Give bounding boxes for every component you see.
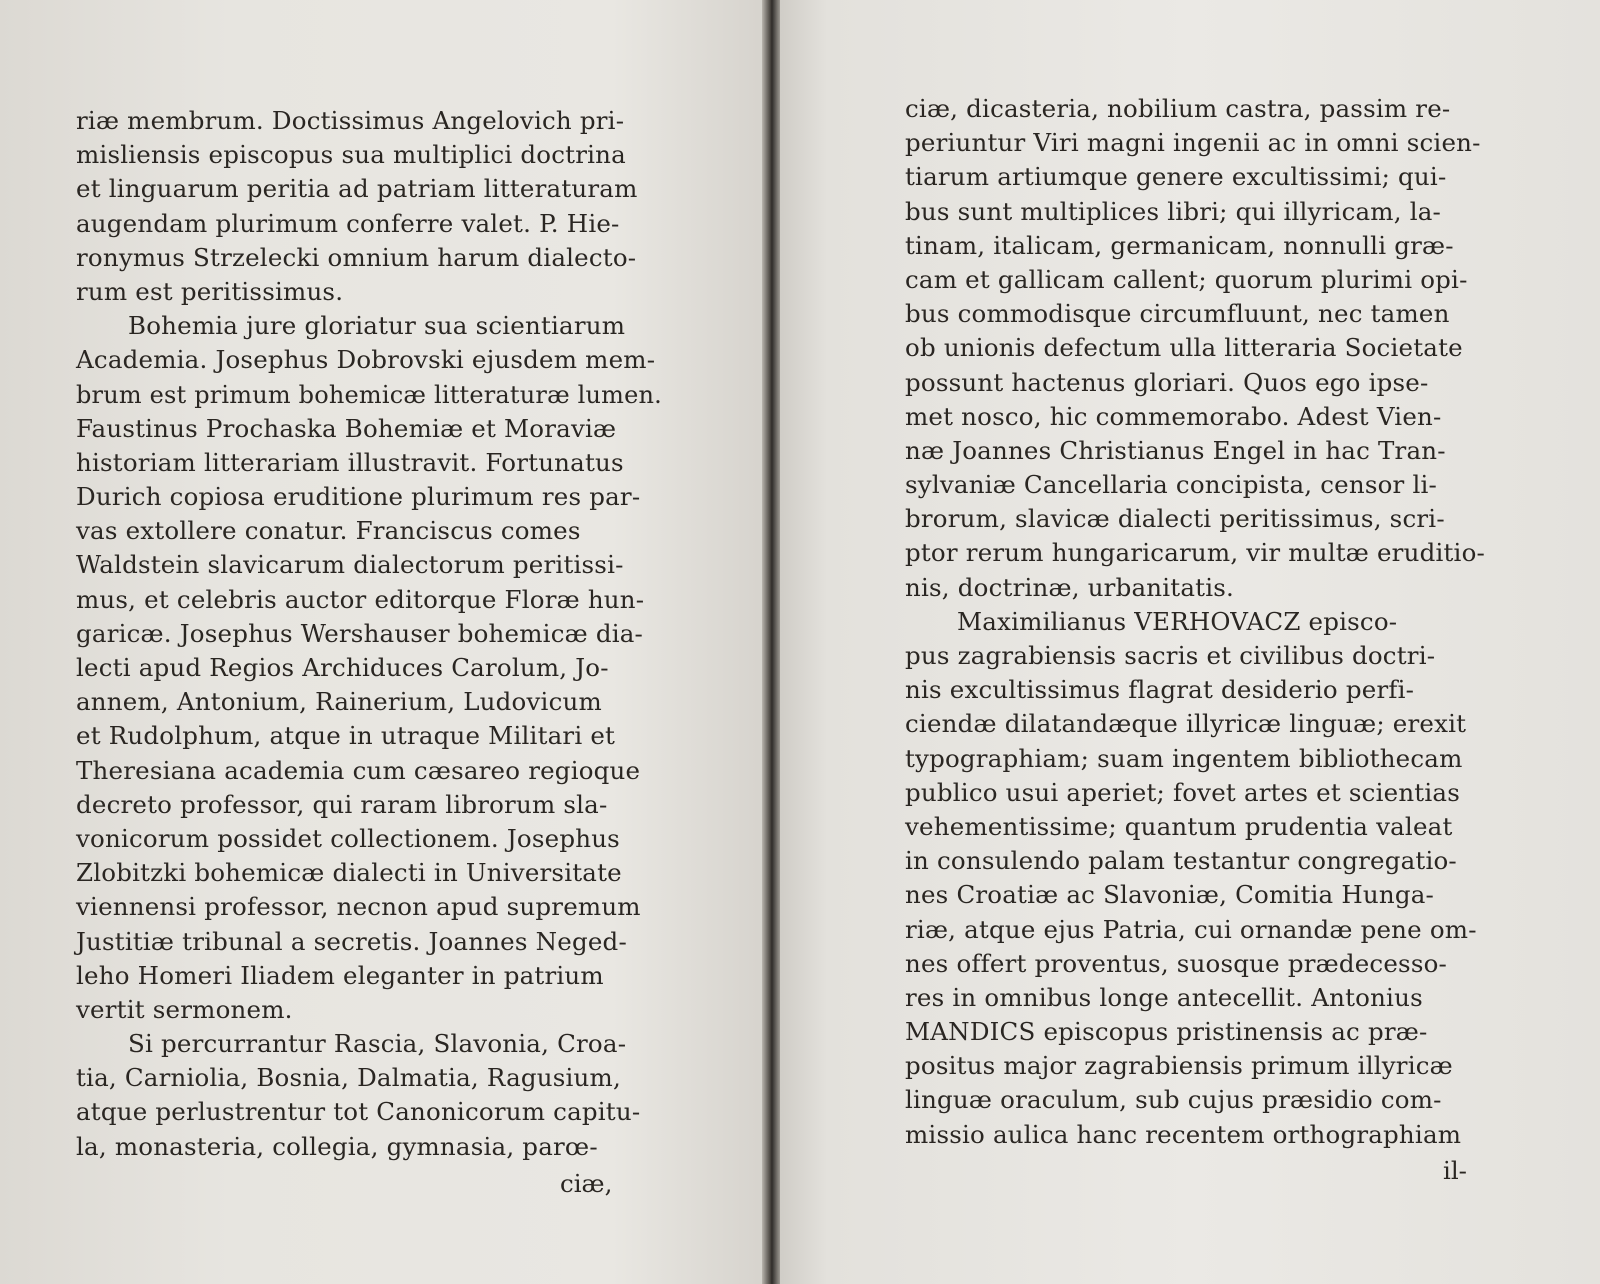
text-line: tiarum artiumque genere excultissimi; qui- <box>905 162 1447 192</box>
text-line: lecti apud Regios Archiduces Carolum, Jo- <box>76 653 609 682</box>
text-line: mus, et celebris auctor editorque Floræ hun- <box>76 584 645 614</box>
text-line: Maximilianus VERHOVACZ episco- <box>957 606 1398 636</box>
right-catchword: il- <box>1443 1156 1467 1185</box>
book-gutter <box>762 0 780 1284</box>
text-line: Waldstein slavicarum dialectorum peritissi- <box>76 550 624 580</box>
text-line: Justitiæ tribunal a secretis. Joannes Neged- <box>76 926 627 956</box>
text-line: ptor rerum hungaricarum, vir multæ eruditio- <box>905 538 1486 568</box>
text-line: tia, Carniolia, Bosnia, Dalmatia, Ragusium, <box>76 1063 621 1093</box>
text-line: vonicorum possidet collectionem. Josephus <box>76 823 620 853</box>
text-line: bus commodisque circumfluunt, nec tamen <box>905 299 1450 329</box>
text-line: Durich copiosa eruditione plurimum res par- <box>76 482 641 512</box>
text-line: tinam, italicam, germanicam, nonnulli græ- <box>905 230 1454 260</box>
text-line: vertit sermonem. <box>76 994 293 1024</box>
text-line: Theresiana academia cum cæsareo regioque <box>76 755 641 785</box>
text-line: cam et gallicam callent; quorum plurimi opi- <box>905 264 1468 294</box>
text-line: nis excultissimus flagrat desiderio perfi- <box>905 675 1415 705</box>
text-line: Zlobitzki bohemicæ dialecti in Universitate <box>76 858 622 888</box>
text-line: res in omnibus longe antecellit. Antonius <box>905 982 1423 1012</box>
text-line: la, monasteria, collegia, gymnasia, parœ- <box>76 1131 598 1161</box>
text-line: Si percurrantur Rascia, Slavonia, Croa- <box>128 1029 627 1059</box>
text-line: positus major zagrabiensis primum illyricæ <box>905 1051 1453 1081</box>
text-line: Bohemia jure gloriatur sua scientiarum <box>128 311 626 341</box>
text-line: Faustinus Prochaska Bohemiæ et Moraviæ <box>76 413 617 443</box>
text-line: bus sunt multiplices libri; qui illyricam, la- <box>905 196 1442 226</box>
text-line: vehementissime; quantum prudentia valeat <box>905 811 1453 841</box>
text-line: nis, doctrinæ, urbanitatis. <box>905 572 1234 602</box>
text-line: riæ, atque ejus Patria, cui ornandæ pene om- <box>905 914 1477 944</box>
text-line: rum est peritissimus. <box>76 276 344 306</box>
text-line: brorum, slavicæ dialecti peritissimus, scri- <box>905 504 1445 534</box>
text-line: ob unionis defectum ulla litteraria Societate <box>905 333 1463 363</box>
text-line: linguæ oraculum, sub cujus præsidio com- <box>905 1085 1442 1115</box>
left-catchword: ciæ, <box>560 1169 613 1198</box>
text-line: missio aulica hanc recentem orthographiam <box>905 1119 1462 1149</box>
text-line: typographiam; suam ingentem bibliothecam <box>905 743 1463 773</box>
text-line: MANDICS episcopus pristinensis ac præ- <box>905 1017 1428 1047</box>
text-line: sylvaniæ Cancellaria concipista, censor li- <box>905 470 1438 500</box>
text-line: vas extollere conatur. Franciscus comes <box>76 516 581 546</box>
text-line: næ Joannes Christianus Engel in hac Tran- <box>905 435 1446 465</box>
text-line: et Rudolphum, atque in utraque Militari et <box>76 721 616 751</box>
text-line: ciendæ dilatandæque illyricæ linguæ; erexit <box>905 709 1467 739</box>
text-line: augendam plurimum conferre valet. P. Hie- <box>76 208 620 238</box>
text-line: brum est primum bohemicæ litteraturæ lumen. <box>76 379 663 409</box>
right-page-text <box>905 92 1497 1152</box>
text-line: nes Croatiæ ac Slavoniæ, Comitia Hunga- <box>905 880 1435 910</box>
text-line: ronymus Strzelecki omnium harum dialecto- <box>76 242 637 272</box>
text-line: historiam litterariam illustravit. Fortunatus <box>76 447 624 477</box>
text-line: riæ membrum. Doctissimus Angelovich pri- <box>76 106 625 135</box>
text-line: pus zagrabiensis sacris et civilibus doctri- <box>905 641 1436 670</box>
text-line: garicæ. Josephus Wershauser bohemicæ dia- <box>76 618 644 648</box>
left-page-text <box>76 104 662 1164</box>
text-line: Academia. Josephus Dobrovski ejusdem mem- <box>76 345 656 375</box>
text-line: et linguarum peritia ad patriam litteraturam <box>76 174 638 204</box>
text-line: nes offert proventus, suosque prædecesso- <box>905 948 1448 978</box>
text-line: ciæ, dicasteria, nobilium castra, passim re- <box>905 94 1451 123</box>
text-line: misliensis episcopus sua multiplici doctrina <box>76 140 626 170</box>
text-line: decreto professor, qui raram librorum sla- <box>76 789 608 819</box>
text-line: viennensi professor, necnon apud supremum <box>76 892 641 922</box>
text-line: met nosco, hic commemorabo. Adest Vien- <box>905 401 1442 431</box>
text-line: in consulendo palam testantur congregatio- <box>905 846 1457 876</box>
text-line: possunt hactenus gloriari. Quos ego ipse- <box>905 367 1429 397</box>
text-line: publico usui aperiet; fovet artes et scientias <box>905 777 1460 807</box>
text-line: periuntur Viri magni ingenii ac in omni scien- <box>905 128 1481 158</box>
text-line: atque perlustrentur tot Canonicorum capitu- <box>76 1097 641 1127</box>
text-line: annem, Antonium, Rainerium, Ludovicum <box>76 687 602 717</box>
text-line: leho Homeri Iliadem eleganter in patrium <box>76 960 604 990</box>
